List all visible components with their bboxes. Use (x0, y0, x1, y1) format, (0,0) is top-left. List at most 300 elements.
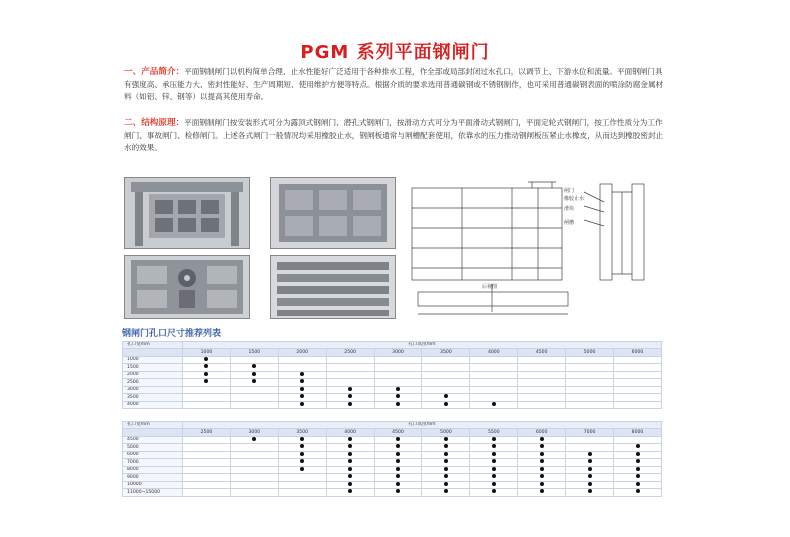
table2-col-header: 5500 (470, 429, 518, 436)
recommended-dot-icon (588, 489, 592, 493)
table1-col-header: 5000 (566, 349, 614, 356)
table-cell (374, 379, 422, 387)
table-cell (566, 466, 614, 474)
table-cell (183, 401, 231, 409)
table-cell (518, 371, 566, 379)
table-row (123, 379, 662, 387)
table-cell (326, 401, 374, 409)
table-cell (230, 459, 278, 467)
table-cell (422, 401, 470, 409)
recommended-dot-icon (300, 459, 304, 463)
table2-col-spacer (123, 429, 183, 436)
recommended-dot-icon (348, 452, 352, 456)
table-row (123, 436, 662, 444)
recommended-dot-icon (300, 372, 304, 376)
table-cell (614, 481, 662, 489)
table-cell (422, 481, 470, 489)
recommended-dot-icon (492, 452, 496, 456)
table-cell (278, 394, 326, 402)
table-cell (326, 474, 374, 482)
recommended-dot-icon (492, 459, 496, 463)
recommended-dot-icon (252, 437, 256, 441)
recommended-dot-icon (636, 452, 640, 456)
size-table-2 (122, 421, 662, 497)
structure-principle-heading: 二、结构原理： (124, 118, 185, 128)
table-cell (374, 436, 422, 444)
table-cell (614, 394, 662, 402)
recommended-dot-icon (204, 379, 208, 383)
recommended-dot-icon (300, 437, 304, 441)
table-row (123, 459, 662, 467)
recommended-dot-icon (348, 467, 352, 471)
table-cell (326, 489, 374, 497)
table-cell (614, 379, 662, 387)
table-cell (326, 444, 374, 452)
table2-group-header: 孔口高度mm (183, 422, 662, 429)
table1-group-header: 孔口高度mm (183, 342, 662, 349)
table-cell (230, 356, 278, 364)
recommended-dot-icon (348, 474, 352, 478)
recommended-dot-icon (396, 489, 400, 493)
recommended-dot-icon (348, 402, 352, 406)
recommended-dot-icon (204, 372, 208, 376)
table1-row-label: 3000 (123, 386, 183, 394)
recommended-dot-icon (636, 489, 640, 493)
table-row (123, 474, 662, 482)
table-row (123, 356, 662, 364)
recommended-dot-icon (396, 467, 400, 471)
table-cell (374, 451, 422, 459)
recommended-dot-icon (492, 489, 496, 493)
table-cell (230, 371, 278, 379)
recommended-dot-icon (252, 364, 256, 368)
table-cell (278, 364, 326, 372)
recommended-dot-icon (444, 394, 448, 398)
recommended-dot-icon (492, 437, 496, 441)
gate-technical-drawing (408, 180, 664, 324)
recommended-dot-icon (396, 387, 400, 391)
table-cell (422, 451, 470, 459)
recommended-dot-icon (444, 489, 448, 493)
table-cell (518, 474, 566, 482)
table-cell (183, 364, 231, 372)
recommended-dot-icon (492, 467, 496, 471)
table-cell (278, 466, 326, 474)
recommended-dot-icon (636, 482, 640, 486)
table-cell (183, 394, 231, 402)
table-cell (614, 489, 662, 497)
table2-col-header: 5000 (422, 429, 470, 436)
table1-col-header: 4000 (470, 349, 518, 356)
table-cell (470, 444, 518, 452)
recommended-dot-icon (204, 357, 208, 361)
table-cell (374, 474, 422, 482)
recommended-dot-icon (300, 402, 304, 406)
recommended-dot-icon (540, 467, 544, 471)
table-cell (230, 474, 278, 482)
table-cell (422, 364, 470, 372)
drawing-label-rear-view: 后视图 (482, 284, 498, 290)
table-cell (566, 481, 614, 489)
table-cell (230, 379, 278, 387)
recommended-dot-icon (492, 444, 496, 448)
table-cell (470, 386, 518, 394)
table-cell (183, 474, 231, 482)
table-cell (278, 474, 326, 482)
recommended-dot-icon (588, 452, 592, 456)
structure-principle-section (124, 117, 664, 155)
recommended-dot-icon (588, 467, 592, 471)
table-cell (183, 466, 231, 474)
recommended-dot-icon (396, 474, 400, 478)
table-cell (374, 481, 422, 489)
table-cell (614, 371, 662, 379)
size-table-1 (122, 341, 662, 409)
recommended-dot-icon (396, 444, 400, 448)
table2-col-header: 6000 (518, 429, 566, 436)
table-cell (470, 379, 518, 387)
recommended-dot-icon (300, 444, 304, 448)
recommended-dot-icon (636, 459, 640, 463)
product-intro-section (124, 66, 664, 104)
table-cell (326, 356, 374, 364)
table-cell (278, 459, 326, 467)
table-row (123, 451, 662, 459)
table2-corner: 孔口宽mm (123, 422, 183, 429)
drawing-label-gate: 闸门 (564, 188, 575, 194)
table-cell (566, 386, 614, 394)
table-cell (470, 364, 518, 372)
table1-corner: 孔口宽mm (123, 342, 183, 349)
table-cell (278, 436, 326, 444)
table-cell (326, 451, 374, 459)
drawing-label-rubber-seal: 橡胶止水 (564, 196, 585, 202)
table-cell (374, 371, 422, 379)
table-cell (470, 371, 518, 379)
recommended-dot-icon (348, 489, 352, 493)
recommended-dot-icon (300, 387, 304, 391)
table-cell (566, 451, 614, 459)
table-cell (518, 466, 566, 474)
table-cell (518, 436, 566, 444)
table-cell (230, 489, 278, 497)
recommended-dot-icon (348, 459, 352, 463)
table-row (123, 489, 662, 497)
table-cell (326, 371, 374, 379)
table1-col-spacer (123, 349, 183, 356)
table2-col-header: 3000 (230, 429, 278, 436)
table2-row-label: 6000 (123, 451, 183, 459)
table1-row-label: 1000 (123, 356, 183, 364)
table-cell (422, 444, 470, 452)
table-cell (422, 379, 470, 387)
table-cell (374, 459, 422, 467)
table-cell (230, 436, 278, 444)
table2-col-header: 3500 (278, 429, 326, 436)
table-cell (278, 379, 326, 387)
table-cell (326, 466, 374, 474)
table-cell (566, 364, 614, 372)
table-cell (614, 451, 662, 459)
table-cell (422, 466, 470, 474)
table-cell (374, 394, 422, 402)
structure-principle-text: 平面钢制闸门按安装形式可分为露顶式钢闸门、潜孔式钢闸门，按滑动方式可分为平面滑动式钢闸门，平面定轮式钢闸门，按工作性质分为工作闸门、事故闸门、检修闸门。上述各式闸门一般情况均采用橡胶止水，钢闸板通常与闸槽配套使用，依靠水的压力推动钢闸板压紧止水橡皮，从而达到橡胶密封止水的效果。 (124, 118, 664, 152)
table-cell (183, 489, 231, 497)
table-cell (566, 356, 614, 364)
table-cell (470, 474, 518, 482)
table-cell (518, 364, 566, 372)
recommended-dot-icon (396, 452, 400, 456)
table-cell (278, 386, 326, 394)
table-cell (326, 436, 374, 444)
table-cell (374, 356, 422, 364)
table-cell (326, 364, 374, 372)
table-row (123, 371, 662, 379)
table-cell (278, 401, 326, 409)
recommended-dot-icon (636, 474, 640, 478)
table-cell (614, 444, 662, 452)
table1-col-header: 6000 (614, 349, 662, 356)
table-cell (566, 371, 614, 379)
table1-col-header: 2500 (326, 349, 374, 356)
recommended-dot-icon (300, 394, 304, 398)
table-cell (566, 379, 614, 387)
table-cell (183, 371, 231, 379)
table-cell (614, 386, 662, 394)
table-cell (518, 459, 566, 467)
recommended-dot-icon (444, 459, 448, 463)
recommended-dot-icon (540, 459, 544, 463)
table-row (123, 394, 662, 402)
table-cell (374, 386, 422, 394)
recommended-dot-icon (396, 394, 400, 398)
table-cell (518, 401, 566, 409)
table-cell (614, 364, 662, 372)
page-title: PGM 系列平面钢闸门 (300, 42, 490, 63)
table-cell (183, 436, 231, 444)
table-cell (278, 444, 326, 452)
table-cell (518, 379, 566, 387)
table1-row-label: 1500 (123, 364, 183, 372)
table-cell (326, 481, 374, 489)
recommended-dot-icon (396, 402, 400, 406)
table-cell (230, 444, 278, 452)
table-cell (183, 459, 231, 467)
recommended-dot-icon (444, 402, 448, 406)
table-cell (278, 481, 326, 489)
recommended-dot-icon (396, 437, 400, 441)
table-cell (470, 451, 518, 459)
table-cell (326, 386, 374, 394)
table-cell (183, 356, 231, 364)
table-cell (230, 481, 278, 489)
recommended-dot-icon (348, 394, 352, 398)
table-cell (566, 394, 614, 402)
recommended-dot-icon (540, 437, 544, 441)
gate-photo-stacked (270, 255, 396, 319)
table-row (123, 481, 662, 489)
table1-row-label: 3500 (123, 394, 183, 402)
table-cell (470, 466, 518, 474)
table-cell (470, 436, 518, 444)
table1-row-label: 2000 (123, 371, 183, 379)
recommended-dot-icon (492, 474, 496, 478)
recommended-dot-icon (540, 489, 544, 493)
recommended-dot-icon (588, 482, 592, 486)
table-cell (470, 489, 518, 497)
table-row (123, 386, 662, 394)
table-cell (230, 451, 278, 459)
recommended-dot-icon (444, 482, 448, 486)
table-cell (374, 489, 422, 497)
table-cell (422, 474, 470, 482)
recommended-dot-icon (492, 482, 496, 486)
table2-row-label: 11000~15000 (123, 489, 183, 497)
recommended-dot-icon (444, 444, 448, 448)
table-cell (230, 401, 278, 409)
recommended-dot-icon (444, 452, 448, 456)
recommended-dot-icon (444, 467, 448, 471)
table-cell (183, 451, 231, 459)
table-cell (470, 481, 518, 489)
table-title: 钢闸门孔口尺寸推荐列表 (122, 329, 222, 339)
table1-col-header: 1500 (230, 349, 278, 356)
table-cell (614, 401, 662, 409)
recommended-dot-icon (588, 459, 592, 463)
table-cell (326, 459, 374, 467)
table2-row-label: 10000 (123, 481, 183, 489)
recommended-dot-icon (300, 452, 304, 456)
table1-col-header: 1000 (183, 349, 231, 356)
product-intro-heading: 一、产品简介： (124, 67, 185, 77)
recommended-dot-icon (300, 379, 304, 383)
table1-col-header: 3000 (374, 349, 422, 356)
recommended-dot-icon (348, 437, 352, 441)
table2-row-label: 8000 (123, 466, 183, 474)
table-cell (518, 386, 566, 394)
table-cell (278, 489, 326, 497)
table-cell (230, 386, 278, 394)
table1-col-header: 2000 (278, 349, 326, 356)
table-cell (518, 356, 566, 364)
table1-row-label: 2500 (123, 379, 183, 387)
table2-row-label: 5000 (123, 444, 183, 452)
table-row (123, 444, 662, 452)
table-cell (374, 364, 422, 372)
recommended-dot-icon (348, 444, 352, 448)
table-cell (518, 394, 566, 402)
gate-photo-hoist (124, 255, 250, 319)
gate-photo-panel (270, 177, 396, 249)
table1-col-header: 3500 (422, 349, 470, 356)
recommended-dot-icon (300, 467, 304, 471)
table-cell (470, 401, 518, 409)
table-cell (422, 386, 470, 394)
recommended-dot-icon (204, 364, 208, 368)
table-row (123, 401, 662, 409)
table-cell (614, 466, 662, 474)
recommended-dot-icon (252, 372, 256, 376)
table2-col-header: 4500 (374, 429, 422, 436)
gate-photo-frame (124, 177, 250, 249)
product-intro-text: 平面钢制闸门以机构简单合理、止水性能好广泛适用于各种排水工程，作全部或局部封闭过水孔口，以调节上、下游水位和流量。平面钢闸门具有强度高、承压能力大、密封性能好、生产周期短、使用维护方便等特点。根据介质的要求选用普通碳钢或不锈钢制作，也可采用普通碳钢表面的喷涂防腐金属材料（如铝、锌、钢等）以提高其使用寿命。 (124, 67, 664, 101)
recommended-dot-icon (540, 452, 544, 456)
table-cell (374, 401, 422, 409)
table-cell (470, 394, 518, 402)
table-cell (614, 436, 662, 444)
table2-col-header: 2500 (183, 429, 231, 436)
table-row (123, 466, 662, 474)
drawing-label-groove: 闸槽 (564, 220, 575, 226)
table-cell (518, 489, 566, 497)
table-cell (518, 444, 566, 452)
recommended-dot-icon (444, 437, 448, 441)
table-cell (614, 356, 662, 364)
recommended-dot-icon (252, 379, 256, 383)
table-cell (470, 356, 518, 364)
table1-col-header: 4500 (518, 349, 566, 356)
recommended-dot-icon (540, 482, 544, 486)
table-cell (230, 394, 278, 402)
table-cell (183, 444, 231, 452)
table-cell (566, 444, 614, 452)
table-cell (566, 489, 614, 497)
recommended-dot-icon (636, 444, 640, 448)
table-cell (518, 481, 566, 489)
table-cell (422, 371, 470, 379)
table-cell (422, 356, 470, 364)
table-row (123, 364, 662, 372)
recommended-dot-icon (636, 467, 640, 471)
recommended-dot-icon (540, 444, 544, 448)
table-cell (230, 466, 278, 474)
recommended-dot-icon (492, 402, 496, 406)
table-cell (278, 451, 326, 459)
drawing-label-slider: 滑块 (564, 206, 575, 212)
table-cell (566, 401, 614, 409)
table-cell (278, 356, 326, 364)
recommended-dot-icon (444, 474, 448, 478)
table2-row-label: 7000 (123, 459, 183, 467)
recommended-dot-icon (348, 482, 352, 486)
recommended-dot-icon (396, 459, 400, 463)
recommended-dot-icon (348, 387, 352, 391)
table2-col-header: 7000 (566, 429, 614, 436)
table-cell (566, 436, 614, 444)
table-cell (422, 459, 470, 467)
table-cell (230, 364, 278, 372)
recommended-dot-icon (540, 474, 544, 478)
table-cell (183, 379, 231, 387)
table-cell (614, 474, 662, 482)
table-cell (278, 371, 326, 379)
table-cell (183, 386, 231, 394)
table-cell (374, 466, 422, 474)
table-cell (566, 474, 614, 482)
table1-row-label: 4000 (123, 401, 183, 409)
table2-row-label: 4500 (123, 436, 183, 444)
table-cell (374, 444, 422, 452)
table-cell (518, 451, 566, 459)
table2-row-label: 9000 (123, 474, 183, 482)
table-cell (614, 459, 662, 467)
table-cell (470, 459, 518, 467)
recommended-dot-icon (396, 482, 400, 486)
table-cell (326, 394, 374, 402)
table-cell (326, 379, 374, 387)
table-cell (422, 394, 470, 402)
table-cell (566, 459, 614, 467)
